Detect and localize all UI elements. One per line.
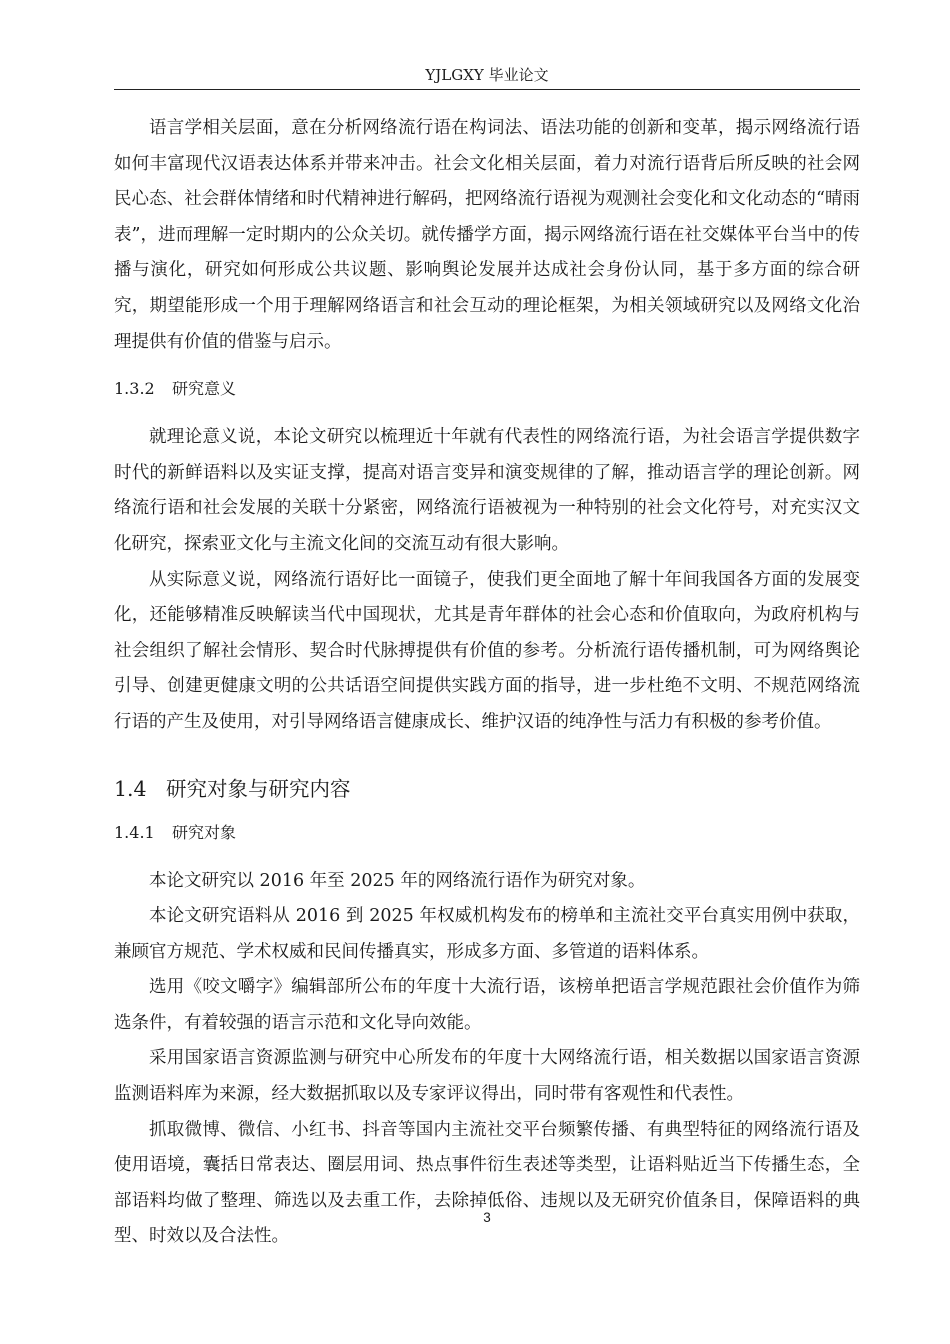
paragraph-practice: 从实际意义说，网络流行语好比一面镜子，使我们更全面地了解十年间我国各方面的发展变化，还能够精准反映解读当代中国现状，尤其是青年群体的社会心态和价值取向，为政府机构与社会组织了解社会情形、契合时代脉搏提供有价值的参考。分析流行语传播机制，可为网络舆论引导、创建更健康文明的公共话语空间提供实践方面的指导，进一步杜绝不文明、不规范网络流行语的产生及使用，对引导网络语言健康成长、维护汉语的纯净性与活力有积极的参考价值。: [114, 569, 860, 732]
page-number: 3: [483, 1210, 491, 1225]
section-title: 研究对象: [172, 822, 237, 842]
section-title: 研究意义: [172, 379, 237, 399]
section-number: 1.3.2: [114, 379, 155, 399]
header-title: YJLGXY 毕业论文: [425, 66, 549, 84]
paragraph-theory: 就理论意义说，本论文研究以梳理近十年就有代表性的网络流行语，为社会语言学提供数字时代的新鲜语料以及实证支撑，提高对语言变异和演变规律的了解，推动语言学的理论创新。网络流行语和社会发展的关联十分紧密，网络流行语被视为一种特别的社会文化符号，对充实汉文化研究，探索亚文化与主流文化间的交流互动有很大影响。: [114, 427, 860, 554]
section-heading-1-4: [114, 774, 860, 804]
section-title: 研究对象与研究内容: [166, 776, 351, 801]
paragraph-object: 本论文研究以 2016 年至 2025 年的网络流行语作为研究对象。: [149, 870, 646, 891]
paragraph-intro: 语言学相关层面，意在分析网络流行语在构词法、语法功能的创新和变革，揭示网络流行语如何丰富现代汉语表达体系并带来冲击。社会文化相关层面，着力对流行语背后所反映的社会网民心态、社会群体情绪和时代精神进行解码，把网络流行语视为观测社会变化和文化动态的“晴雨表”，进而理解一定时期内的公众关切。就传播学方面，揭示网络流行语在社交媒体平台当中的传播与演化，研究如何形成公共议题、影响舆论发展并达成社会身份认同，基于多方面的综合研究，期望能形成一个用于理解网络语言和社会互动的理论框架，为相关领域研究以及网络文化治理提供有价值的借鉴与启示。: [114, 118, 860, 352]
section-number: 1.4: [114, 776, 147, 801]
section-heading-1-3-2: [114, 377, 860, 401]
paragraph-corpus: 本论文研究语料从 2016 到 2025 年权威机构发布的榜单和主流社交平台真实用例中获取，兼顾官方规范、学术权威和民间传播真实，形成多方面、多管道的语料体系。: [114, 906, 860, 962]
paragraph-social: 抓取微博、微信、小红书、抖音等国内主流社交平台频繁传播、有典型特征的网络流行语及使用语境，囊括日常表达、圈层用词、热点事件衍生表述等类型，让语料贴近当下传播生态，全部语料均做了整理、筛选以及去重工作，去除掉低俗、违规以及无研究价值条目，保障语料的典型、时效以及合法性。: [114, 1119, 860, 1247]
section-number: 1.4.1: [114, 822, 155, 842]
page-header: [114, 64, 860, 86]
paragraph-national: 采用国家语言资源监测与研究中心所发布的年度十大网络流行语，相关数据以国家语言资源监测语料库为来源，经大数据抓取以及专家评议得出，同时带有客观性和代表性。: [114, 1048, 860, 1105]
document-body: [114, 111, 860, 1255]
paragraph-yaowen: 选用《咬文嚼字》编辑部所公布的年度十大流行语，该榜单把语言学规范跟社会价值作为筛选条件，有着较强的语言示范和文化导向效能。: [114, 977, 860, 1033]
header-divider: [114, 89, 860, 90]
section-heading-1-4-1: [114, 821, 860, 845]
